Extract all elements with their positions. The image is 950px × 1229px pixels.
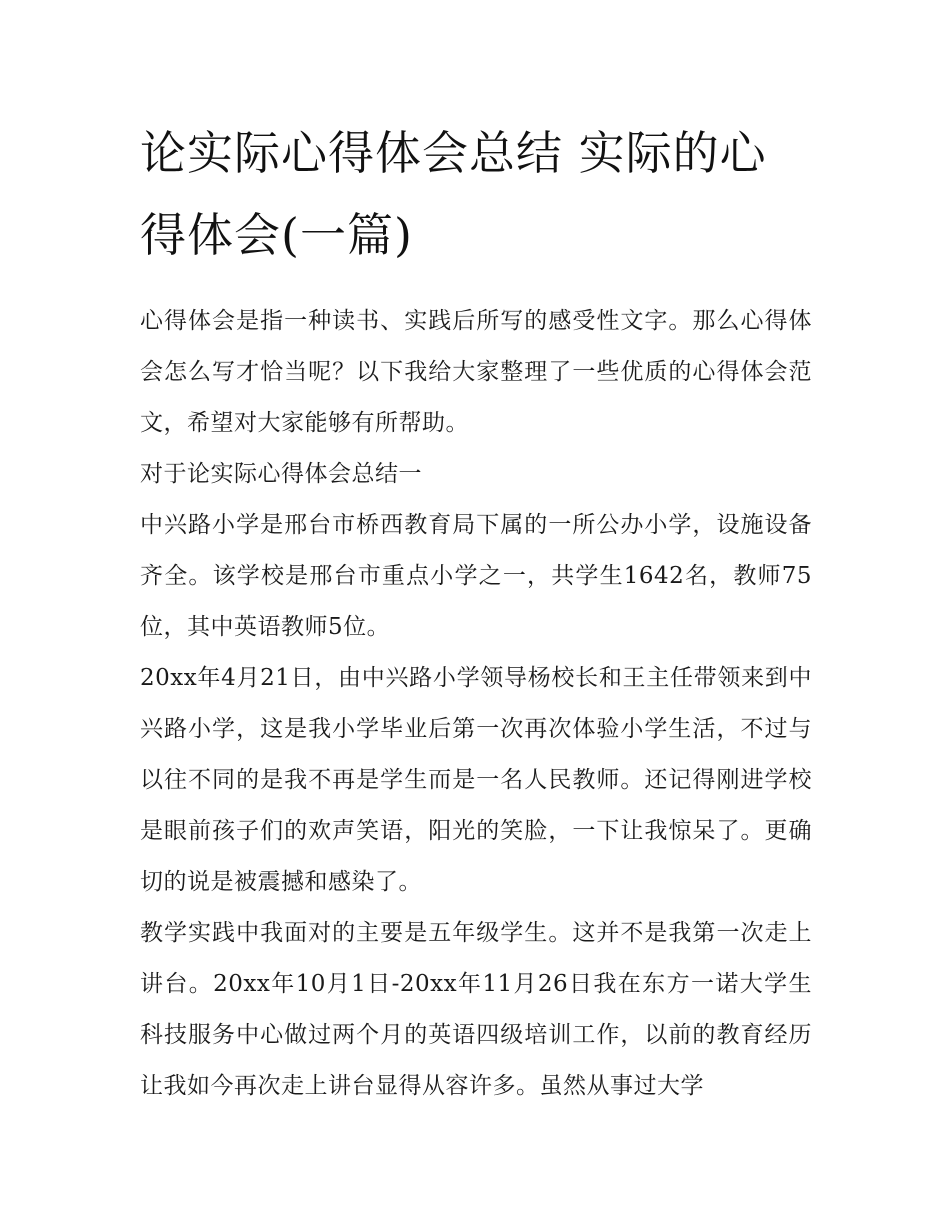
section-heading: 对于论实际心得体会总结一 bbox=[140, 461, 422, 487]
paragraph-intro: 心得体会是指一种读书、实践后所写的感受性文字。那么心得体会怎么写才恰当呢？以下我给大家整理了一些优质的心得体会范文，希望对大家能够有所帮助。 bbox=[140, 308, 812, 436]
paragraph-arrival: 20xx年4月21日，由中兴路小学领导杨校长和王主任带领来到中兴路小学，这是我小学毕业后第一次再次体验小学生活，不过与以往不同的是我不再是学生而是一名人民教师。还记得刚进学校是眼前孩子们的欢声笑语，阳光的笑脸，一下让我惊呆了。更确切的说是被震撼和感染了。 bbox=[140, 665, 812, 895]
document-title: 论实际心得体会总结 实际的心得体会(一篇) bbox=[140, 126, 767, 262]
paragraph-school: 中兴路小学是邢台市桥西教育局下属的一所公办小学，设施设备齐全。该学校是邢台市重点小学之一，共学生1642名，教师75位，其中英语教师5位。 bbox=[140, 512, 812, 640]
paragraph-teaching: 教学实践中我面对的主要是五年级学生。这并不是我第一次走上讲台。20xx年10月1日-20xx年11月26日我在东方一诺大学生科技服务中心做过两个月的英语四级培训工作，以前的教育经历让我如今再次走上讲台显得从容许多。虽然从事过大学 bbox=[140, 920, 812, 1099]
document-page bbox=[140, 112, 812, 1112]
